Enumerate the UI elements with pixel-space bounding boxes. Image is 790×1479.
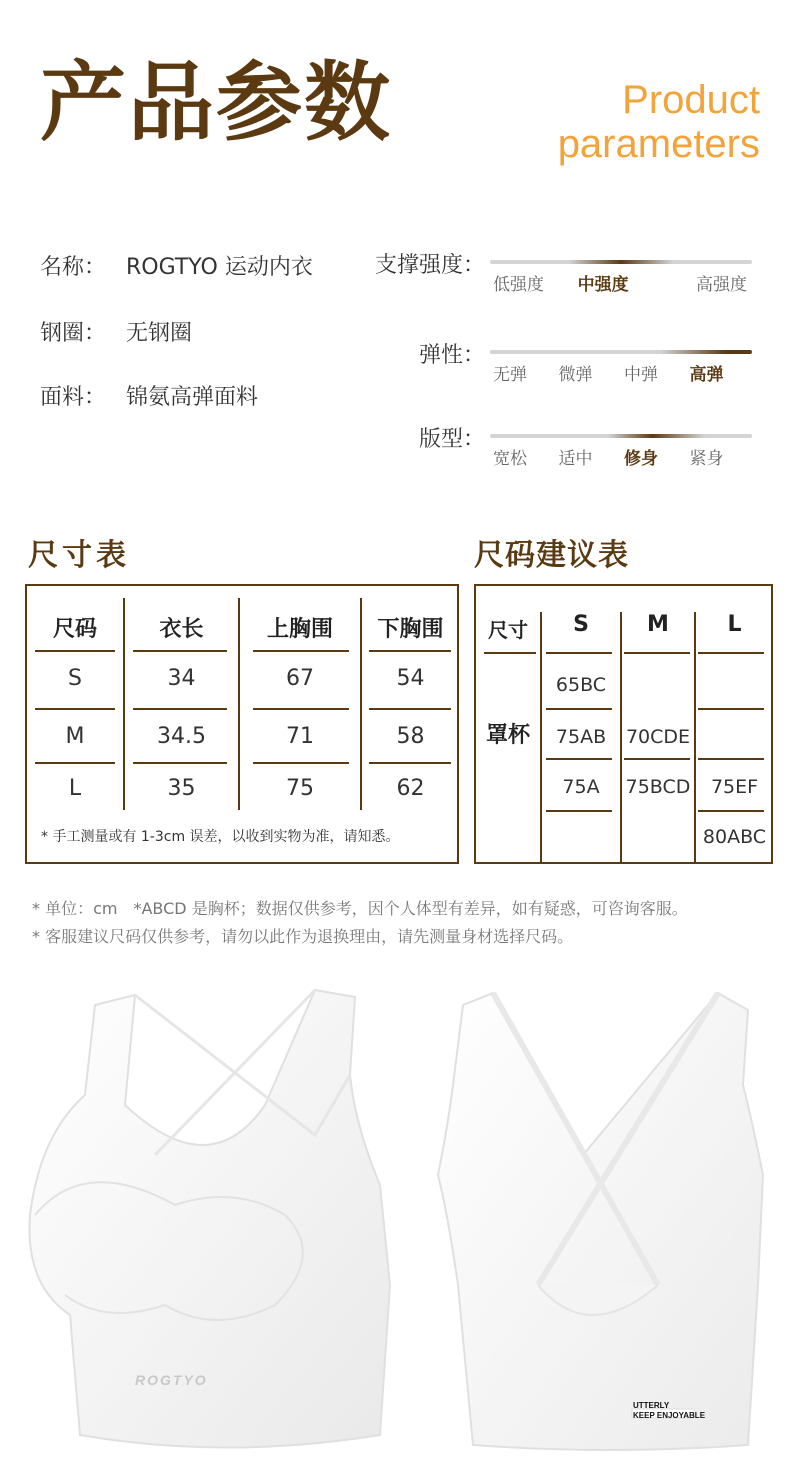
table-cell: 70CDE xyxy=(625,726,691,748)
table-cell: 75 xyxy=(286,776,314,801)
scale-tick: 高强度 xyxy=(696,275,748,295)
table-cell: 58 xyxy=(396,724,425,749)
scale-tick: 适中 xyxy=(558,449,593,469)
footnote: * 客服建议尺码仅供参考，请勿以此作为退换理由，请先测量身材选择尺码。 xyxy=(32,927,574,946)
divider xyxy=(253,708,349,710)
scale-tick: 低强度 xyxy=(493,275,544,295)
footnote: * 单位：cm *ABCD 是胸杯；数据仅供参考，因个人体型有差异，如有疑惑，可咨询客服。 xyxy=(32,899,688,918)
scale-ticks xyxy=(493,270,755,295)
table-cell: 75BCD xyxy=(625,776,691,798)
info-label: 钢圈： xyxy=(40,321,107,346)
column-header: 上胸围 xyxy=(266,617,333,642)
divider xyxy=(133,650,227,652)
divider xyxy=(133,708,227,710)
page-title: 产品参数 xyxy=(40,53,392,153)
table-cell: 75A xyxy=(562,776,600,798)
scale-tick: 中弹 xyxy=(624,365,658,385)
divider xyxy=(35,650,115,652)
scale-tick-active: 修身 xyxy=(624,449,658,469)
column-header: 尺寸 xyxy=(488,618,528,642)
table-cell: 67 xyxy=(286,666,314,691)
column-header: S xyxy=(573,612,589,637)
table-cell: 75AB xyxy=(555,726,607,748)
scale-tick: 宽松 xyxy=(493,449,527,469)
column-header: 尺码 xyxy=(52,617,97,642)
divider xyxy=(253,650,349,652)
scale-tick: 无弹 xyxy=(493,365,527,385)
column-header: L xyxy=(727,612,742,637)
divider xyxy=(369,762,451,764)
column-header: 下胸围 xyxy=(377,617,444,642)
divider xyxy=(133,762,227,764)
size-table xyxy=(25,584,459,864)
back-tag-line1: UTTERLY xyxy=(633,1401,670,1410)
fit-scale xyxy=(370,422,760,472)
title-en-line2: parameters xyxy=(557,122,760,166)
table-cell: M xyxy=(65,724,85,749)
scale-tick: 紧身 xyxy=(689,449,724,469)
divider xyxy=(35,708,115,710)
scale-bar xyxy=(490,434,752,438)
table-cell: 34.5 xyxy=(157,724,206,749)
scale-tick: 微弹 xyxy=(558,365,593,385)
title-en-line1: Product xyxy=(622,78,760,122)
divider xyxy=(698,810,764,812)
table-cell: S xyxy=(68,666,82,691)
elasticity-scale xyxy=(370,338,760,388)
divider xyxy=(369,650,451,652)
divider xyxy=(624,652,690,654)
column-header: 衣长 xyxy=(159,617,204,642)
measurement-note: * 手工测量或有 1-3cm 误差，以收到实物为准，请知悉。 xyxy=(41,829,400,845)
column-header: M xyxy=(647,612,669,637)
divider xyxy=(35,762,115,764)
scale-bar xyxy=(490,350,752,354)
divider xyxy=(546,708,612,710)
divider xyxy=(546,652,612,654)
info-label: 面料： xyxy=(40,385,107,410)
table-cell: 35 xyxy=(167,776,196,801)
front-brand-logo: ROGTYO xyxy=(135,1372,208,1388)
support-scale xyxy=(370,248,760,298)
divider xyxy=(546,810,612,812)
divider xyxy=(698,758,764,760)
table-cell: 62 xyxy=(396,776,425,801)
divider xyxy=(624,758,690,760)
scale-label: 弹性： xyxy=(418,343,485,368)
divider xyxy=(698,708,764,710)
back-tag-line2: KEEP ENJOYABLE xyxy=(633,1411,706,1420)
scale-bar xyxy=(490,260,752,264)
info-underwire xyxy=(40,316,192,347)
info-name xyxy=(40,250,313,281)
table-cell: 75EF xyxy=(710,776,759,798)
back-tag-text xyxy=(633,1401,705,1421)
product-back-image xyxy=(418,985,768,1455)
info-label: 名称： xyxy=(40,255,107,280)
size-advice-title: 尺码建议表 xyxy=(474,538,629,573)
scale-label: 支撑强度： xyxy=(374,253,485,278)
scale-ticks xyxy=(493,360,755,385)
scale-tick-active: 中强度 xyxy=(577,275,629,295)
table-cell: 80ABC xyxy=(702,826,767,848)
size-advice-table xyxy=(474,584,773,864)
table-cell: 71 xyxy=(286,724,314,749)
divider xyxy=(546,758,612,760)
page-title-english xyxy=(558,78,760,166)
product-front-image xyxy=(25,985,400,1455)
info-value: 无钢圈 xyxy=(126,321,193,346)
scale-ticks xyxy=(493,444,755,469)
divider xyxy=(369,708,451,710)
divider xyxy=(698,652,764,654)
info-fabric xyxy=(40,380,258,411)
info-value: 锦氨高弹面料 xyxy=(126,385,259,410)
table-cell: 65BC xyxy=(555,674,607,696)
info-value: ROGTYO 运动内衣 xyxy=(126,255,313,280)
divider xyxy=(253,762,349,764)
table-cell: L xyxy=(68,776,82,801)
divider xyxy=(484,652,536,654)
table-cell: 54 xyxy=(396,666,425,691)
scale-tick-active: 高弹 xyxy=(689,365,724,385)
size-table-title: 尺寸表 xyxy=(28,538,130,573)
table-cell: 34 xyxy=(167,666,196,691)
scale-label: 版型： xyxy=(418,427,485,452)
cup-row-label: 罩杯 xyxy=(485,723,530,748)
